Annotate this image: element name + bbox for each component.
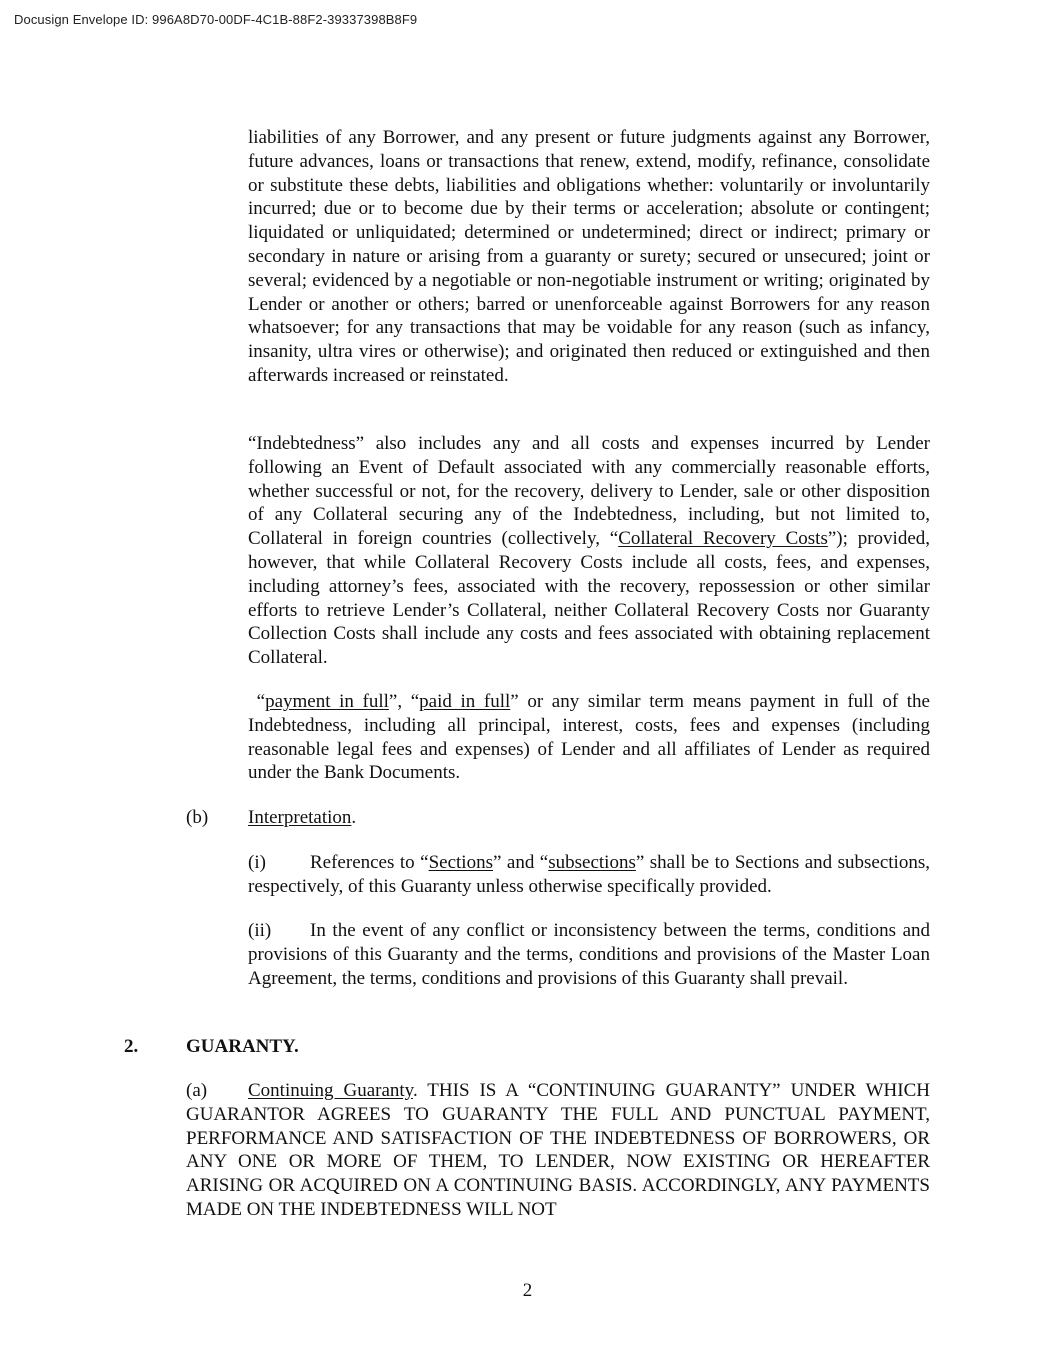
section-2-title: GUARANTY.	[186, 1036, 299, 1057]
paragraph-text: ”, “	[388, 691, 420, 712]
defined-term-collateral-recovery-costs: Collateral Recovery Costs	[618, 528, 828, 550]
paragraph-text: ” and “	[492, 852, 549, 873]
paragraph-text: . THIS IS A “CONTINUING GUARANTY” UNDER WHICH GUARANTOR AGREES TO GUARANTY THE FULL AND PUNCTUAL PAYMENT, PERFORMANCE AND SATISFACTION OF THE INDEBTEDNESS OF BORROWERS, OR ANY ONE OR MORE OF THEM, TO LENDER, NOW EXISTING OR HEREAFTER ARISING OR ACQUIRED ON A CONTINUING BASIS. ACCORDINGLY, ANY PAYMENTS MADE ON THE INDEBTEDNESS WILL NOT	[186, 1080, 931, 1220]
paragraph-text: liabilities of any Borrower, and any present or future judgments against any Borrower, future advances, loans or transactions that renew, extend, modify, refinance, consolidate or substitute these debts, liabilities and obligations whether: voluntarily or involuntarily incurred; due or to become due by their terms or acceleration; absolute or contingent; liquidated or unliquidated; determined or undetermined; direct or indirect; primary or secondary in nature or arising from a guaranty or surety; secured or unsecured; joint or several; evidenced by a negotiable or non-negotiable instrument or writing; originated by Lender or another or others; barred or unenforceable against Borrowers for any reason whatsoever; for any transactions that may be voidable for any reason (such as infancy, insanity, ultra vires or otherwise); and originated then reduced or extinguished and then afterwards increased or reinstated.	[248, 127, 930, 386]
paragraph-text: “	[248, 691, 266, 712]
defined-term-sections: Sections	[428, 852, 493, 873]
paragraph-text: “Indebtedness” also includes any and all costs and expenses incurred by Lender following an Event of Default associated with any commercially reasonable efforts, whether successful or not, for the recovery, delivery to Lender, sale or other disposition of any Collateral securing any of the Indebtedness, including, but not limited to, Collateral in foreign countries (collectively, “	[248, 433, 930, 550]
docusign-envelope-id: Docusign Envelope ID: 996A8D70-00DF-4C1B-88F2-39337398B8F9	[14, 12, 418, 27]
page-number: 2	[522, 1280, 533, 1301]
paragraph-text: ” or any similar term means payment in full of the Indebtedness, including all principal, interest, costs, fees and expenses (including reasonable legal fees and expenses) of Lender and all affiliates of Lender as required under the Bank Documents.	[248, 691, 935, 784]
paragraph-text: References to “	[310, 852, 429, 873]
section-b-heading	[186, 806, 930, 830]
paragraph-text: ” shall be to Sections and subsections, respectively, of this Guaranty unless otherwise specifically provided.	[248, 852, 930, 897]
item-ii-label: (ii)	[248, 920, 272, 941]
paragraph-text: In the event of any conflict or inconsistency between the terms, conditions and provisions of this Guaranty and the terms, conditions and provisions of the Master Loan Agreement, the terms, conditions and provisions of this Guaranty shall prevail.	[248, 920, 930, 989]
section-b-title: Interpretation	[248, 807, 352, 828]
item-ii-paragraph	[248, 919, 930, 990]
section-b-label: (b)	[186, 807, 209, 828]
section-2a-title: Continuing Guaranty	[248, 1080, 413, 1101]
paragraph-payment-in-full	[248, 690, 935, 785]
paragraph-indebtedness-continued	[248, 126, 930, 388]
item-i-paragraph	[248, 851, 930, 899]
paragraph-text: ”); provided, however, that while Collateral Recovery Costs include all costs, fees, and expenses, including attorney’s fees, associated with the recovery, repossession or other similar efforts to retrieve Lender’s Collateral, neither Collateral Recovery Costs nor Guaranty Collection Costs shall include any costs and fees associated with obtaining replacement Collateral.	[248, 528, 930, 669]
section-2-number: 2.	[124, 1036, 139, 1057]
section-2a-paragraph	[186, 1079, 930, 1222]
section-2-heading	[124, 1035, 930, 1059]
section-2a-label: (a)	[186, 1080, 208, 1101]
defined-term-subsections: subsections	[548, 852, 636, 873]
paragraph-indebtedness-costs	[248, 432, 930, 670]
defined-term-payment-in-full: payment in full	[265, 691, 389, 712]
defined-term-paid-in-full: paid in full	[419, 691, 511, 712]
item-i-label: (i)	[248, 852, 266, 873]
section-b-period: .	[351, 807, 357, 828]
